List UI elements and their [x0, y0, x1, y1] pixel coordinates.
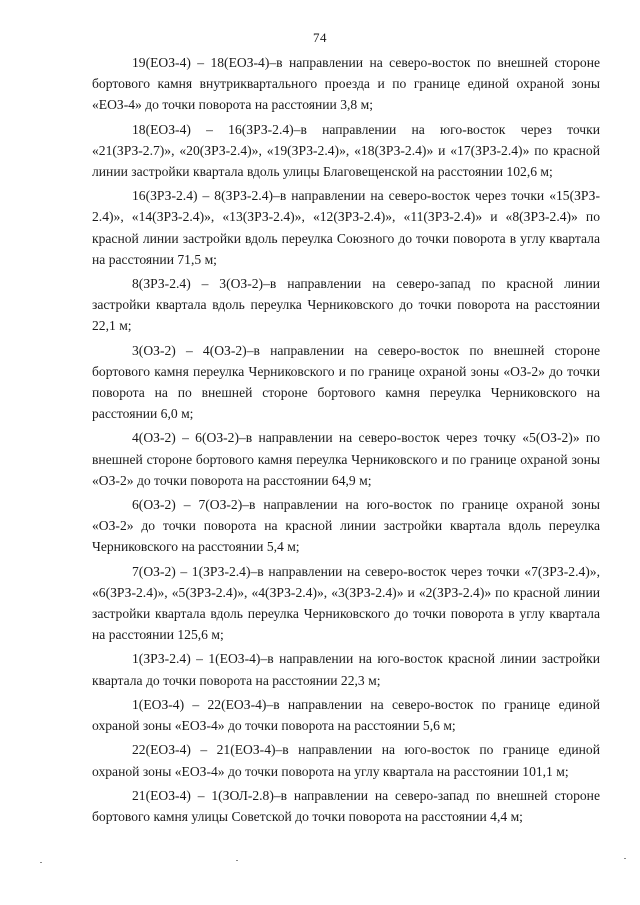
paragraph-boundary-1-22: 1(ЕОЗ-4) – 22(ЕОЗ-4)–в направлении на северо-восток по границе единой охраной зоны «ЕОЗ-4» до точки поворота на расстоянии 5,6 м; — [92, 696, 600, 734]
scan-speck — [236, 860, 238, 861]
paragraph-boundary-22-21: 22(ЕОЗ-4) – 21(ЕОЗ-4)–в направлении на юго-восток по границе единой охраной зоны «ЕОЗ-4» до точки поворота на углу квартала на расстоянии 101,1 м; — [92, 742, 600, 779]
paragraph-boundary-18-16: 18(ЕОЗ-4) – 16(ЗРЗ-2.4)–в направлении на юго-восток через точки «21(ЗРЗ-2.7)», «20(ЗРЗ-2.4)», «19(ЗРЗ-2.4)», «18(ЗРЗ-2.4)» и «17(ЗРЗ-2.4)» по красной линии застройки квартала вдоль улицы Благовещенской на расстоянии 102,6 м; — [92, 121, 600, 180]
paragraph-boundary-1-1: 1(ЗРЗ-2.4) – 1(ЕОЗ-4)–в направлении на юго-восток красной линии застройки квартала до точки поворота на расстоянии 22,3 м; — [92, 651, 600, 688]
scan-speck — [624, 858, 626, 859]
paragraph-boundary-6-7: 6(ОЗ-2) – 7(ОЗ-2)–в направлении на юго-восток по границе охраной зоны «ОЗ-2» до точки поворота на красной линии застройки квартала вдоль переулка Черниковского на расстоянии 5,4 м; — [92, 497, 600, 555]
paragraph-boundary-7-1: 7(ОЗ-2) – 1(ЗРЗ-2.4)–в направлении на северо-восток через точки «7(ЗРЗ-2.4)», «6(ЗРЗ-2.4)», «5(ЗРЗ-2.4)», «4(ЗРЗ-2.4)», «3(ЗРЗ-2.4)» и «2(ЗРЗ-2.4)» по красной линии застройки квартала вдоль переулка Черниковского до точки поворота в углу квартала на расстоянии 125,6 м; — [92, 563, 600, 643]
paragraph-boundary-21-1: 21(ЕОЗ-4) – 1(ЗОЛ-2.8)–в направлении на северо-запад по внешней стороне бортового камня улицы Советской до точки поворота на расстоянии 4,4 м; — [92, 787, 600, 824]
paragraph-boundary-8-3: 8(ЗРЗ-2.4) – 3(ОЗ-2)–в направлении на северо-запад по красной линии застройки квартала вдоль переулка Черниковского до точки поворота на расстоянии 22,1 м; — [92, 276, 600, 334]
paragraph-boundary-19-18: 19(ЕОЗ-4) – 18(ЕОЗ-4)–в направлении на северо-восток по внешней стороне бортового камня внутриквартального проезда и по границе единой охраной зоны «ЕОЗ-4» до точки поворота на расстоянии 3,8 м; — [92, 55, 600, 113]
page-number: 74 — [313, 30, 327, 45]
scan-speck — [40, 862, 42, 863]
paragraph-boundary-16-8: 16(ЗРЗ-2.4) – 8(ЗРЗ-2.4)–в направлении на северо-восток через точки «15(ЗРЗ- 2.4)», «14(ЗРЗ-2.4)», «13(ЗРЗ-2.4)», «12(ЗРЗ-2.4)», «11(ЗРЗ-2.4)» и «8(ЗРЗ-2.4)» по красной линии застройки вдоль переулка Союзного до точки поворота в углу квартала на расстоянии 71,5 м; — [92, 188, 600, 267]
document-body — [92, 52, 600, 830]
paragraph-boundary-4-6: 4(ОЗ-2) – 6(ОЗ-2)–в направлении на северо-восток через точку «5(ОЗ-2)» по внешней стороне бортового камня переулка Черниковского и по границе охраной зоны «ОЗ-2» до точки поворота на расстоянии 64,9 м; — [92, 430, 600, 488]
paragraph-boundary-3-4: 3(ОЗ-2) – 4(ОЗ-2)–в направлении на северо-восток по внешней стороне бортового камня переулка Черниковского и по границе охраной зоны «ОЗ-2» до точки поворота на по внешней стороне бортового камня переулка Черниковского на расстоянии 6,0 м; — [92, 342, 600, 422]
